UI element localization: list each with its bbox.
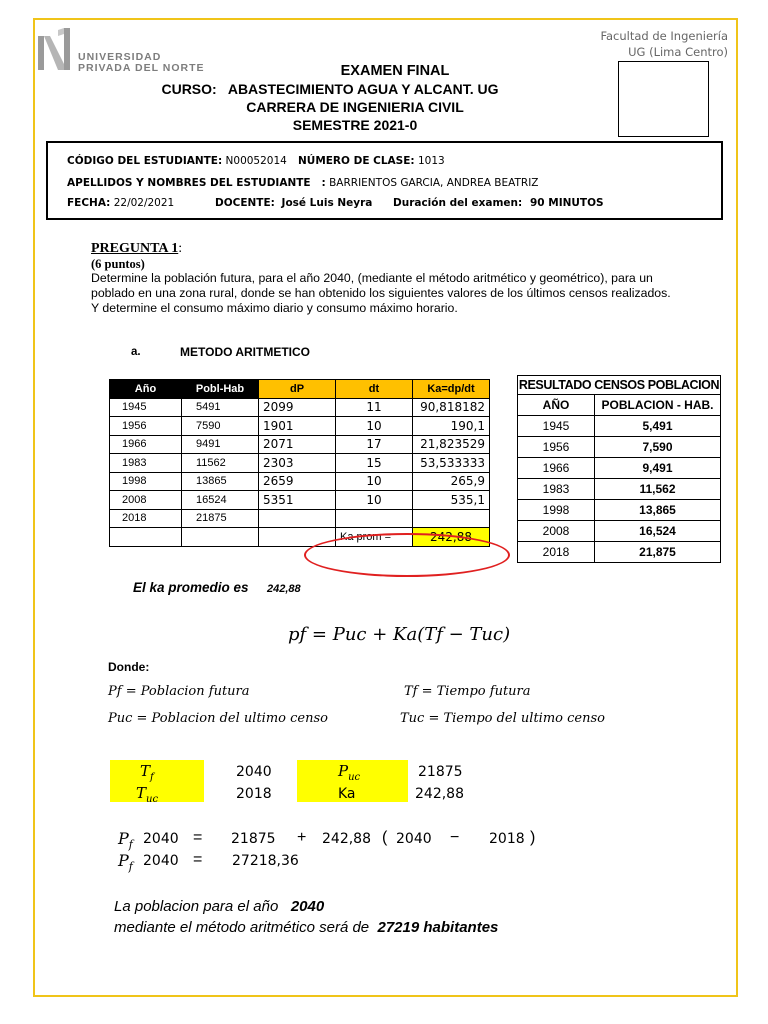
- tf-sym: T: [140, 762, 151, 780]
- exam-title: EXAMEN FINAL: [340, 63, 450, 79]
- conclusion-text-1: La poblacion para el año: [114, 898, 279, 915]
- cell-dt: 11: [336, 398, 413, 417]
- census-table-title: RESULTADO CENSOS POBLACION: [517, 375, 721, 394]
- table-row: [110, 398, 490, 417]
- census-pop: 5,491: [595, 416, 721, 437]
- table-row: [518, 416, 721, 437]
- table-header-row: [110, 380, 490, 399]
- census-pop: 9,491: [595, 458, 721, 479]
- highlight-ellipse: [304, 533, 510, 577]
- census-pop: 11,562: [595, 479, 721, 500]
- pf-symbol-1: [118, 829, 133, 851]
- photo-box: [618, 61, 709, 137]
- table-row: [518, 500, 721, 521]
- semester-title: SEMESTRE 2021-0: [292, 117, 418, 133]
- code-label: CÓDIGO DEL ESTUDIANTE:: [67, 155, 223, 167]
- date-label: FECHA:: [67, 197, 111, 209]
- tuc-sub: uc: [146, 794, 159, 805]
- name-label: APELLIDOS Y NOMBRES DEL ESTUDIANTE :: [67, 177, 326, 189]
- census-year: 2008: [518, 521, 595, 542]
- conclusion-text-2: mediante el método aritmético será de: [114, 919, 370, 936]
- cell-dt: 10: [336, 491, 413, 510]
- teacher-label: DOCENTE:: [215, 197, 275, 209]
- census-year: 1945: [518, 416, 595, 437]
- tf-sub: f: [150, 772, 154, 783]
- conclusion-line-1: [114, 898, 324, 915]
- question-colon: :: [178, 241, 183, 256]
- donde-label: Donde:: [108, 660, 150, 674]
- cell-dt: 10: [336, 417, 413, 436]
- cell-pop: 9491: [182, 435, 259, 454]
- conclusion-result: 27219 habitantes: [377, 919, 499, 936]
- census-year: 1956: [518, 437, 595, 458]
- calc-result: 27218,36: [232, 853, 299, 869]
- ka-average-text: El ka promedio es: [133, 580, 249, 595]
- calc-year-1: 2040: [143, 831, 179, 847]
- cell-dt: 15: [336, 454, 413, 473]
- calc-year-2: 2040: [143, 853, 179, 869]
- question-points: (6 puntos): [91, 257, 145, 271]
- cell-ka: 21,823529: [413, 435, 490, 454]
- cell-pop: 7590: [182, 417, 259, 436]
- header-dt: dt: [336, 380, 413, 399]
- census-year: 1983: [518, 479, 595, 500]
- cell-dt: [336, 509, 413, 528]
- table-row: [110, 417, 490, 436]
- cell-dt: 10: [336, 472, 413, 491]
- def-puc: Puc = Poblacion del ultimo censo: [108, 711, 328, 726]
- logo-line-2: PRIVADA DEL NORTE: [78, 62, 205, 74]
- table-row: [110, 509, 490, 528]
- calc-tf: 2040: [396, 831, 432, 847]
- university-name: [78, 52, 204, 74]
- cell-empty: [110, 528, 182, 547]
- ka-prom-label: Ka prom =: [336, 528, 413, 547]
- census-pop: 7,590: [595, 437, 721, 458]
- cell-year: 2008: [110, 491, 182, 510]
- census-year: 2018: [518, 542, 595, 563]
- duration-row: [393, 197, 522, 209]
- table-row: [518, 479, 721, 500]
- puc-sub: uc: [348, 772, 361, 783]
- census-header-row: [518, 395, 721, 416]
- cell-empty: [182, 528, 259, 547]
- puc-sym: P: [338, 762, 349, 780]
- cell-dp: 2071: [259, 435, 336, 454]
- ka-symbol: Ka: [338, 786, 356, 802]
- method-title: METODO ARITMETICO: [180, 345, 310, 359]
- cell-pop: 11562: [182, 454, 259, 473]
- header-year: Año: [110, 380, 182, 399]
- def-pf: Pf = Poblacion futura: [108, 684, 250, 699]
- census-header-pop: POBLACION - HAB.: [595, 395, 721, 416]
- cell-year: 1983: [110, 454, 182, 473]
- cell-pop: 16524: [182, 491, 259, 510]
- cell-ka: 535,1: [413, 491, 490, 510]
- tuc-sym: T: [136, 784, 147, 802]
- cell-dp: 2303: [259, 454, 336, 473]
- cell-ka: 190,1: [413, 417, 490, 436]
- census-pop: 16,524: [595, 521, 721, 542]
- code-value: N00052014: [225, 155, 287, 167]
- census-table: [517, 394, 721, 563]
- student-name-row: [67, 177, 539, 189]
- tf-value: 2040: [236, 764, 272, 780]
- duration-value-row: [530, 197, 604, 209]
- teacher-value: José Luis Neyra: [281, 197, 373, 209]
- university-logo-icon: [36, 26, 72, 72]
- table-row: [518, 521, 721, 542]
- cell-year: 1945: [110, 398, 182, 417]
- cell-dp: 2659: [259, 472, 336, 491]
- tuc-value: 2018: [236, 786, 272, 802]
- census-header-year: AÑO: [518, 395, 595, 416]
- table-row: [110, 435, 490, 454]
- class-label: NÚMERO DE CLASE:: [298, 155, 415, 167]
- name-value: BARRIENTOS GARCIA, ANDREA BEATRIZ: [329, 177, 539, 189]
- header-population: Pobl-Hab: [182, 380, 259, 399]
- pf-sym-1: P: [118, 829, 129, 848]
- ka-prom-value: 242,88: [413, 528, 490, 547]
- calc-minus: −: [450, 829, 460, 846]
- calc-ka: 242,88: [322, 831, 371, 847]
- faculty-line-2: UG (Lima Centro): [628, 45, 728, 59]
- pf-sym-2: P: [118, 851, 129, 870]
- cell-dp: 5351: [259, 491, 336, 510]
- class-number-row: [298, 155, 445, 167]
- arithmetic-table: [109, 379, 490, 547]
- method-letter: a.: [131, 346, 141, 358]
- cell-ka: 265,9: [413, 472, 490, 491]
- cell-dp: 1901: [259, 417, 336, 436]
- conclusion-year: 2040: [290, 898, 325, 915]
- table-row: [518, 437, 721, 458]
- cell-pop: 13865: [182, 472, 259, 491]
- calc-tuc: 2018: [489, 831, 525, 847]
- table-row: [110, 472, 490, 491]
- puc-value: 21875: [418, 764, 463, 780]
- faculty-line-1: Facultad de Ingeniería: [600, 29, 728, 43]
- census-year: 1998: [518, 500, 595, 521]
- cell-year: 2018: [110, 509, 182, 528]
- teacher-row: [215, 197, 372, 209]
- header-ka: Ka=dp/dt: [413, 380, 490, 399]
- cell-dp: 2099: [259, 398, 336, 417]
- question-heading: [91, 241, 182, 257]
- puc-symbol: [338, 762, 360, 783]
- pf-symbol-2: [118, 851, 133, 873]
- cell-ka: [413, 509, 490, 528]
- main-formula: pf = Puc + Ka(Tf − Tuc): [288, 624, 511, 645]
- question-text: Determine la población futura, para el año 2040, (mediante el método aritmético y geométrico), para un poblado en una zona rural, donde se han obtenido los siguientes valores de los últimos censos realizados. Y determine el consumo máximo diario y consumo máximo horario.: [91, 271, 671, 315]
- census-pop: 21,875: [595, 542, 721, 563]
- duration-value: 90 MINUTOS: [530, 197, 604, 209]
- logo-line-1: UNIVERSIDAD: [78, 51, 162, 63]
- cell-pop: 21875: [182, 509, 259, 528]
- tf-symbol: [140, 762, 154, 783]
- census-year: 1966: [518, 458, 595, 479]
- calc-close-paren: ): [530, 829, 536, 846]
- ka-value: 242,88: [415, 786, 464, 802]
- student-code-row: [67, 155, 287, 167]
- cell-ka: 53,533333: [413, 454, 490, 473]
- cell-ka: 90,818182: [413, 398, 490, 417]
- calc-eq-1: =: [193, 829, 203, 846]
- pf-sub-1: f: [128, 838, 133, 852]
- date-value: 22/02/2021: [113, 197, 175, 209]
- conclusion-line-2: [114, 919, 498, 936]
- ka-average-value: 242,88: [267, 583, 301, 595]
- cell-dt: 17: [336, 435, 413, 454]
- duration-label: Duración del examen:: [393, 197, 523, 209]
- question-title: PREGUNTA 1: [91, 241, 179, 256]
- course-title: CURSO: ABASTECIMIENTO AGUA Y ALCANT. UG: [161, 81, 499, 97]
- table-row: [518, 542, 721, 563]
- table-row: [110, 491, 490, 510]
- class-value: 1013: [417, 155, 445, 167]
- table-row: [518, 458, 721, 479]
- def-tuc: Tuc = Tiempo del ultimo censo: [400, 711, 605, 726]
- cell-pop: 5491: [182, 398, 259, 417]
- faculty-label: [600, 28, 728, 60]
- tuc-symbol: [136, 784, 158, 805]
- calc-open-paren: (: [382, 829, 388, 846]
- cell-year: 1966: [110, 435, 182, 454]
- career-title: CARRERA DE INGENIERIA CIVIL: [246, 99, 464, 115]
- cell-year: 1998: [110, 472, 182, 491]
- def-tf: Tf = Tiempo futura: [404, 684, 531, 699]
- census-pop: 13,865: [595, 500, 721, 521]
- cell-dp: [259, 509, 336, 528]
- table-row: [110, 454, 490, 473]
- date-row: [67, 197, 174, 209]
- pf-sub-2: f: [128, 860, 133, 874]
- header-dp: dP: [259, 380, 336, 399]
- calc-plus: +: [297, 829, 307, 846]
- calc-eq-2: =: [193, 851, 203, 868]
- cell-year: 1956: [110, 417, 182, 436]
- calc-puc: 21875: [231, 831, 276, 847]
